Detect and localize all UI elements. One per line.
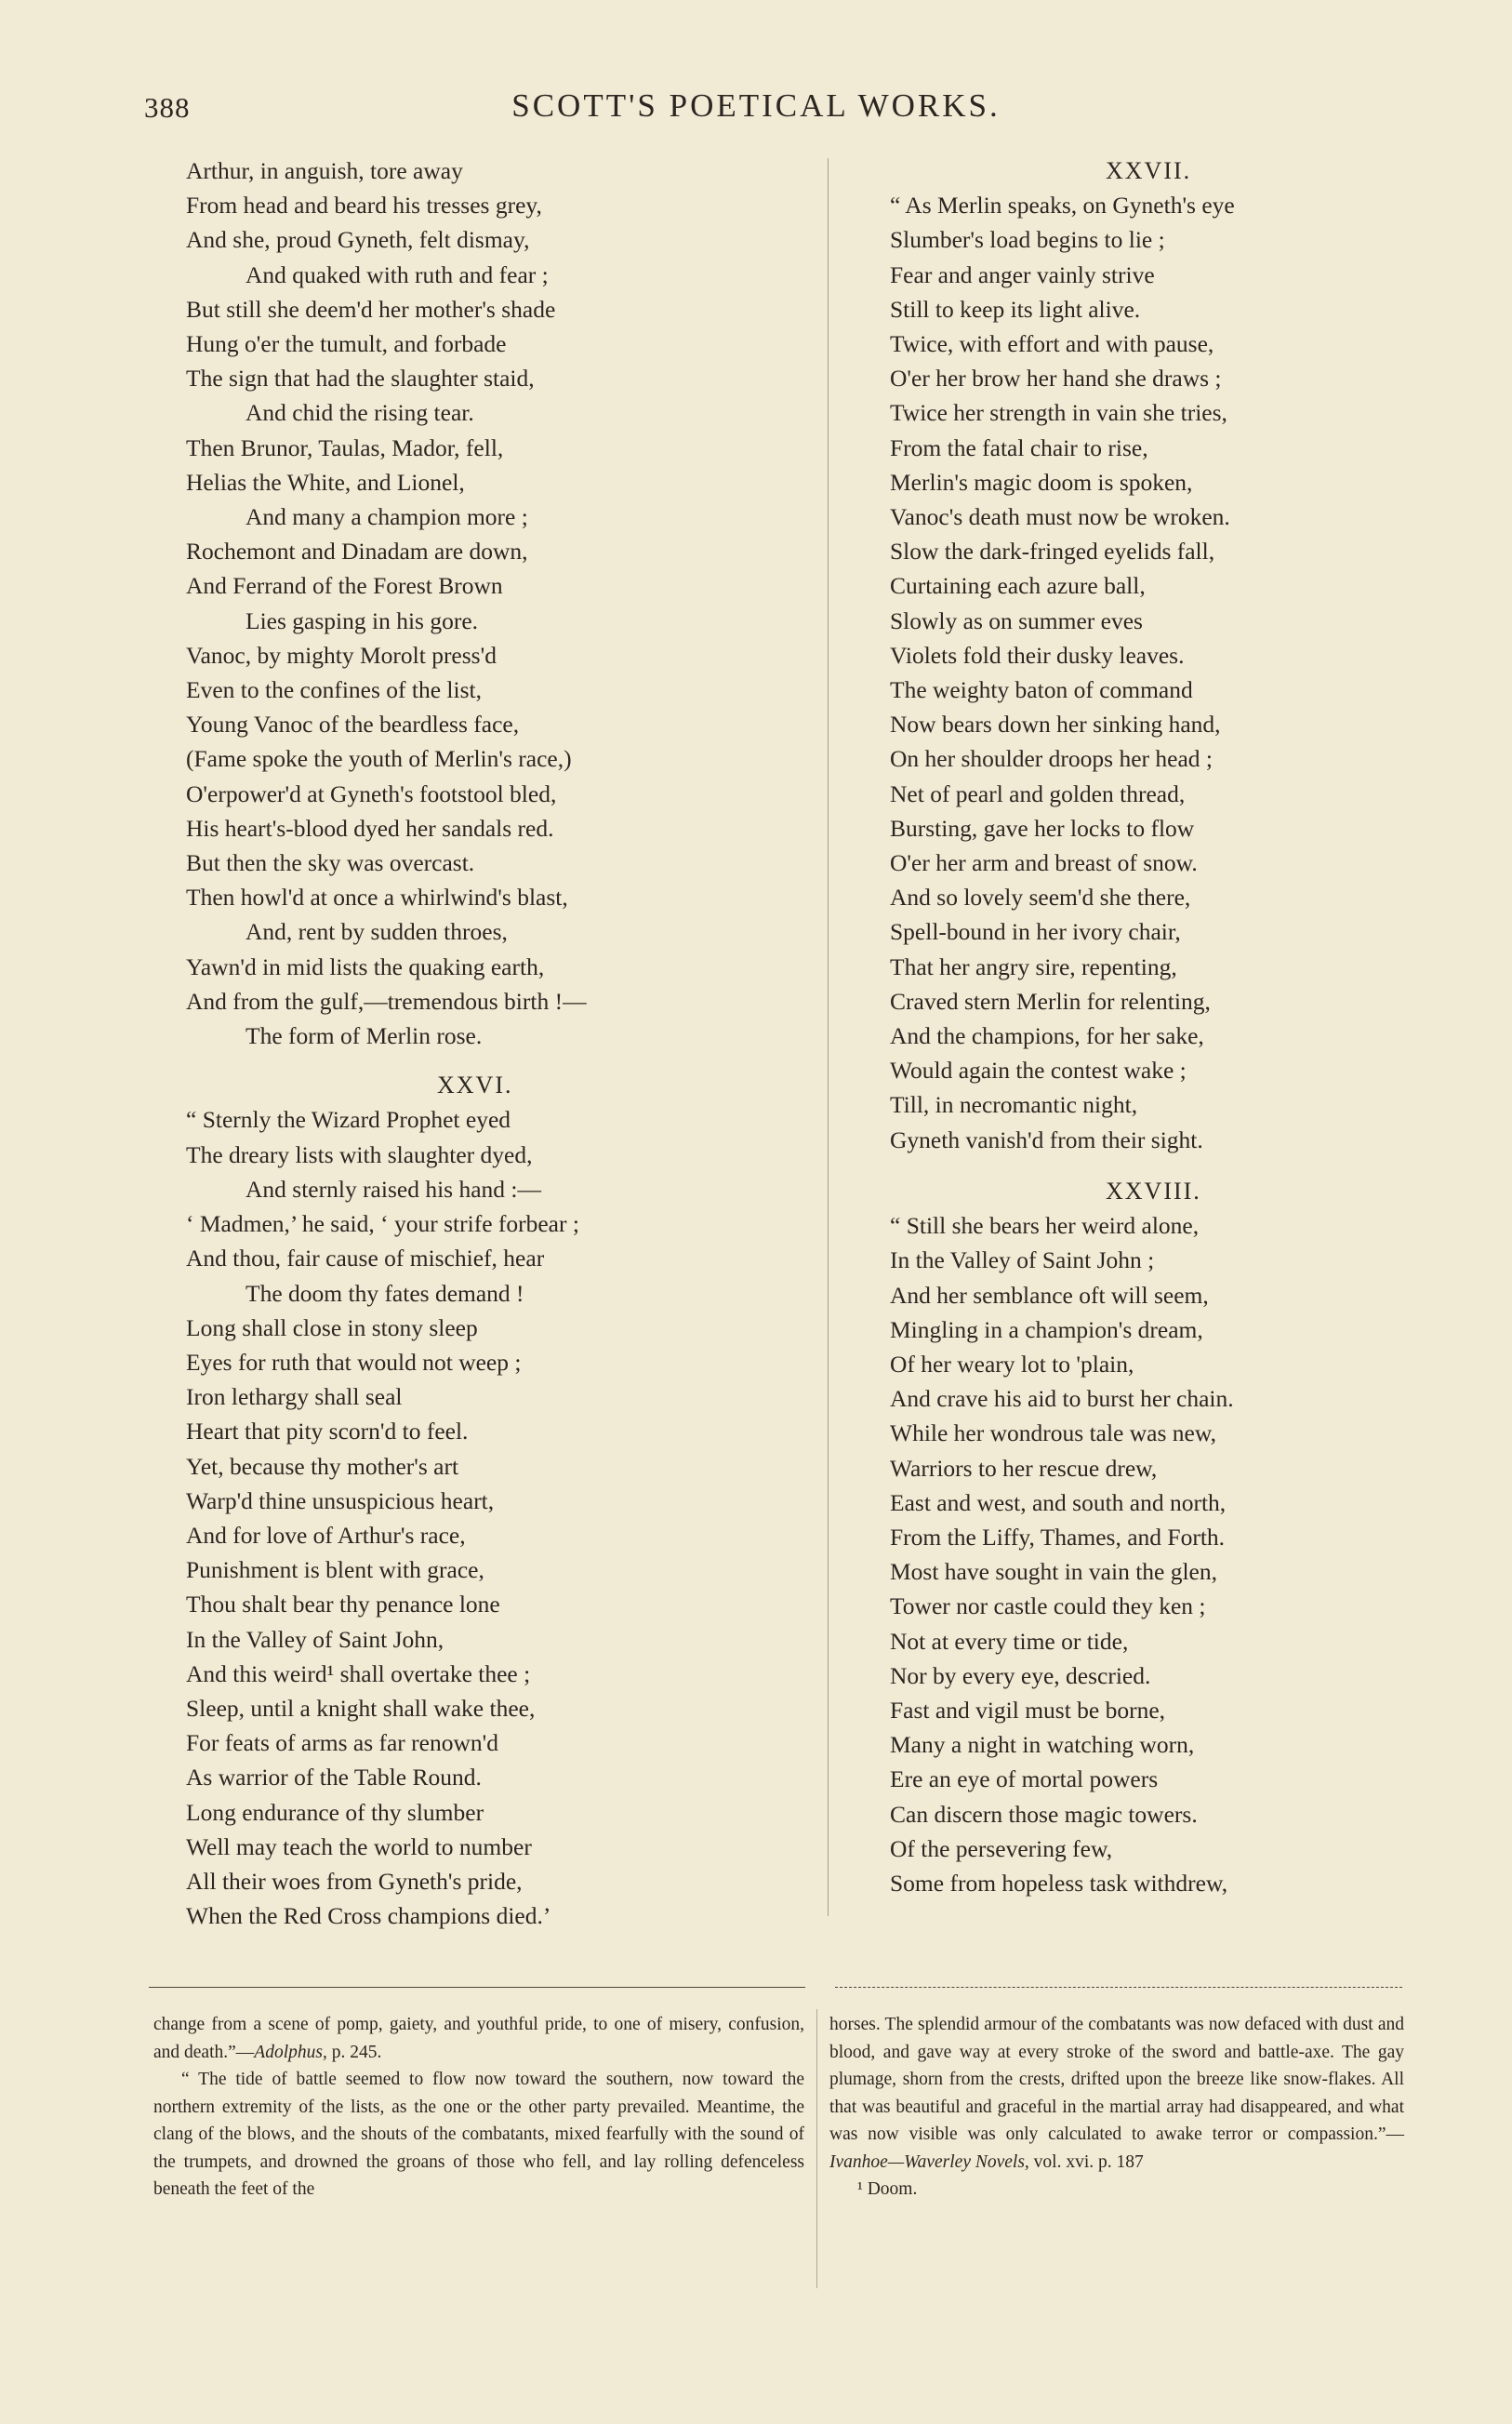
verse-line: Thou shalt bear thy penance lone: [186, 1591, 500, 1618]
verse-line: The sign that had the slaughter staid,: [186, 365, 535, 393]
footnote-rule-right: [835, 1987, 1402, 1988]
footnotes-right: [829, 2011, 1404, 2204]
verse-line: Lies gasping in his gore.: [245, 606, 479, 634]
footnote-page-ref: p. 245.: [326, 2042, 382, 2062]
verse-line: O'er her brow her hand she draws ;: [890, 365, 1222, 393]
verse-line: Fear and anger vainly strive: [890, 260, 1155, 288]
verse-line: All their woes from Gyneth's pride,: [186, 1867, 523, 1895]
verse-line: But then the sky was overcast.: [186, 849, 475, 877]
verse-line: And chid the rising tear.: [245, 399, 474, 427]
verse-line: Can discern those magic towers.: [890, 1800, 1198, 1828]
verse-line: Many a night in watching worn,: [890, 1731, 1195, 1759]
verse-line: Curtaining each azure ball,: [890, 572, 1146, 600]
verse-line: The form of Merlin rose.: [245, 1022, 483, 1050]
verse-line: O'erpower'd at Gyneth's footstool bled,: [186, 779, 557, 807]
stanza-heading-xxviii: XXVIII.: [1106, 1177, 1201, 1205]
verse-line: Slowly as on summer eves: [890, 606, 1143, 634]
verse-line: Eyes for ruth that would not weep ;: [186, 1348, 522, 1376]
verse-line: Would again the contest wake ;: [890, 1057, 1187, 1085]
verse-line: Spell-bound in her ivory chair,: [890, 918, 1181, 946]
verse-line: Then Brunor, Taulas, Mador, fell,: [186, 433, 504, 461]
verse-line: Ere an eye of mortal powers: [890, 1765, 1159, 1793]
left-column: [186, 153, 800, 1933]
verse-line: Twice, with effort and with pause,: [890, 330, 1214, 358]
stanza-xxviii: [890, 1208, 1411, 1900]
verse-line: Young Vanoc of the beardless face,: [186, 711, 520, 739]
verse-line: Mingling in a champion's dream,: [890, 1315, 1203, 1343]
verse-line: And for love of Arthur's race,: [186, 1521, 466, 1549]
verse-line: Some from hopeless task withdrew,: [890, 1869, 1228, 1897]
stanza-xxv-tail: [186, 153, 800, 1053]
stanza-heading-xxvi: XXVI.: [437, 1072, 513, 1099]
verse-line: Of her weary lot to 'plain,: [890, 1350, 1134, 1378]
verse-line: Of the persevering few,: [890, 1834, 1113, 1862]
verse-line: In the Valley of Saint John ;: [890, 1246, 1155, 1274]
verse-line: Long shall close in stony sleep: [186, 1313, 478, 1341]
column-divider: [828, 158, 829, 1916]
verse-line: Iron lethargy shall seal: [186, 1383, 403, 1411]
verse-line: “ Sternly the Wizard Prophet eyed: [186, 1106, 511, 1134]
verse-line: ‘ Madmen,’ he said, ‘ your strife forbear ;: [186, 1210, 579, 1238]
verse-line: And quaked with ruth and fear ;: [245, 260, 549, 288]
verse-line: Bursting, gave her locks to flow: [890, 814, 1195, 842]
verse-line: Punishment is blent with grace,: [186, 1556, 484, 1584]
verse-line: While her wondrous tale was new,: [890, 1419, 1216, 1447]
verse-line: Still to keep its light alive.: [890, 295, 1141, 323]
verse-line: O'er her arm and breast of snow.: [890, 849, 1198, 877]
verse-line: Rochemont and Dinadam are down,: [186, 538, 528, 566]
verse-line: Even to the confines of the list,: [186, 676, 482, 704]
footnote-paragraph: [829, 2011, 1404, 2176]
verse-line: And from the gulf,—tremendous birth !—: [186, 987, 587, 1015]
verse-line: And Ferrand of the Forest Brown: [186, 572, 503, 600]
verse-line: From the fatal chair to rise,: [890, 433, 1148, 461]
footnote-weird-doom: ¹ Doom.: [857, 2179, 918, 2199]
verse-line: Slow the dark-fringed eyelids fall,: [890, 538, 1215, 566]
verse-line: Twice her strength in vain she tries,: [890, 399, 1227, 427]
page-header: [0, 87, 1512, 128]
stanza-xxvi: [186, 1102, 800, 1933]
verse-line: Sleep, until a knight shall wake thee,: [186, 1694, 536, 1722]
verse-line: And her semblance oft will seem,: [890, 1281, 1209, 1309]
verse-line: Hung o'er the tumult, and forbade: [186, 330, 507, 358]
verse-line: From the Liffy, Thames, and Forth.: [890, 1523, 1226, 1551]
verse-line: Vanoc's death must now be wroken.: [890, 503, 1230, 531]
verse-line: And thou, fair cause of mischief, hear: [186, 1245, 545, 1272]
footnote-divider: [816, 2009, 817, 2288]
verse-line: And this weird¹ shall overtake thee ;: [186, 1659, 531, 1687]
verse-line: Yawn'd in mid lists the quaking earth,: [186, 952, 545, 980]
verse-line: Violets fold their dusky leaves.: [890, 641, 1185, 669]
right-column: [890, 153, 1411, 1900]
footnote-paragraph: “ The tide of battle seemed to flow now toward the southern, now toward the northern extremity of the lists, as the one or the other party prevailed. Meantime, the clang of the blows, and the shouts of the combatants, mixed fearfully with the sound of the trumpets, and drowned the groans of those who fell, and lay rolling defenceless beneath the feet of the: [153, 2070, 804, 2199]
verse-line: The weighty baton of command: [890, 676, 1193, 704]
verse-line: In the Valley of Saint John,: [186, 1625, 444, 1653]
verse-line: Fast and vigil must be borne,: [890, 1696, 1166, 1724]
verse-line: East and west, and south and north,: [890, 1488, 1227, 1516]
verse-line: For feats of arms as far renown'd: [186, 1729, 498, 1757]
verse-line: That her angry sire, repenting,: [890, 952, 1177, 980]
verse-line: Till, in necromantic night,: [890, 1091, 1138, 1119]
verse-line: Craved stern Merlin for relenting,: [890, 987, 1211, 1015]
verse-line: Vanoc, by mighty Morolt press'd: [186, 641, 497, 669]
verse-line: And the champions, for her sake,: [890, 1022, 1204, 1050]
page-number: 388: [144, 91, 191, 124]
verse-line: Nor by every eye, descried.: [890, 1661, 1151, 1689]
verse-line: Warp'd thine unsuspicious heart,: [186, 1486, 495, 1514]
running-title: SCOTT'S POETICAL WORKS.: [511, 87, 1001, 124]
verse-line: From head and beard his tresses grey,: [186, 192, 542, 220]
verse-line: On her shoulder droops her head ;: [890, 745, 1213, 773]
verse-line: Merlin's magic doom is spoken,: [890, 468, 1193, 496]
footnote-citation: Ivanhoe—Waverley Novels,: [829, 2151, 1029, 2172]
verse-line: And she, proud Gyneth, felt dismay,: [186, 226, 530, 254]
verse-line: And many a champion more ;: [245, 503, 528, 531]
verse-line: But still she deem'd her mother's shade: [186, 295, 556, 323]
verse-line: Warriors to her rescue drew,: [890, 1454, 1158, 1482]
verse-line: Arthur, in anguish, tore away: [186, 157, 463, 184]
footnotes-left: [153, 2011, 804, 2204]
verse-line: Most have sought in vain the glen,: [890, 1558, 1217, 1586]
verse-line: And so lovely seem'd she there,: [890, 884, 1191, 912]
verse-line: And sternly raised his hand :—: [245, 1175, 541, 1203]
verse-line: The doom thy fates demand !: [245, 1279, 524, 1307]
verse-line: Not at every time or tide,: [890, 1627, 1129, 1655]
verse-line: Gyneth vanish'd from their sight.: [890, 1125, 1203, 1153]
footnote-rule-left: [149, 1987, 805, 1988]
footnote-page-ref: vol. xvi. p. 187: [1028, 2151, 1144, 2172]
verse-line: “ Still she bears her weird alone,: [890, 1212, 1200, 1240]
footnote-paragraph: [153, 2011, 804, 2066]
verse-line: (Fame spoke the youth of Merlin's race,): [186, 745, 572, 773]
verse-line: And, rent by sudden throes,: [245, 918, 508, 946]
verse-line: Slumber's load begins to lie ;: [890, 226, 1165, 254]
footnote-citation: Adolphus,: [254, 2042, 327, 2062]
verse-line: Tower nor castle could they ken ;: [890, 1592, 1206, 1620]
verse-line: Then howl'd at once a whirlwind's blast,: [186, 884, 568, 912]
verse-line: Long endurance of thy slumber: [186, 1798, 484, 1826]
footnote-text: change from a scene of pomp, gaiety, and youthful pride, to one of misery, confusion, and death.”—: [153, 2015, 804, 2062]
verse-line: Net of pearl and golden thread,: [890, 779, 1186, 807]
verse-line: The dreary lists with slaughter dyed,: [186, 1140, 533, 1168]
stanza-xxvii: [890, 188, 1411, 1157]
stanza-heading-xxvii: XXVII.: [1106, 157, 1192, 184]
verse-line: “ As Merlin speaks, on Gyneth's eye: [890, 192, 1235, 220]
verse-line: Helias the White, and Lionel,: [186, 468, 465, 496]
footnote-text: horses. The splendid armour of the combatants was now defaced with dust and blood, and gave way at every stroke of the sword and battle-axe. The gay plumage, shorn from the crests, drifted upon the breeze like snow-flakes. All that was beautiful and graceful in the martial array had disappeared, and what was now visible was only calculated to awake terror or compassion.”—: [829, 2015, 1404, 2144]
verse-line: When the Red Cross champions died.’: [186, 1902, 551, 1930]
verse-line: Heart that pity scorn'd to feel.: [186, 1418, 469, 1445]
verse-line: And crave his aid to burst her chain.: [890, 1385, 1234, 1413]
verse-line: As warrior of the Table Round.: [186, 1764, 482, 1791]
verse-line: Now bears down her sinking hand,: [890, 711, 1221, 739]
verse-line: His heart's-blood dyed her sandals red.: [186, 814, 554, 842]
verse-line: Yet, because thy mother's art: [186, 1452, 459, 1480]
verse-line: Well may teach the world to number: [186, 1832, 532, 1860]
